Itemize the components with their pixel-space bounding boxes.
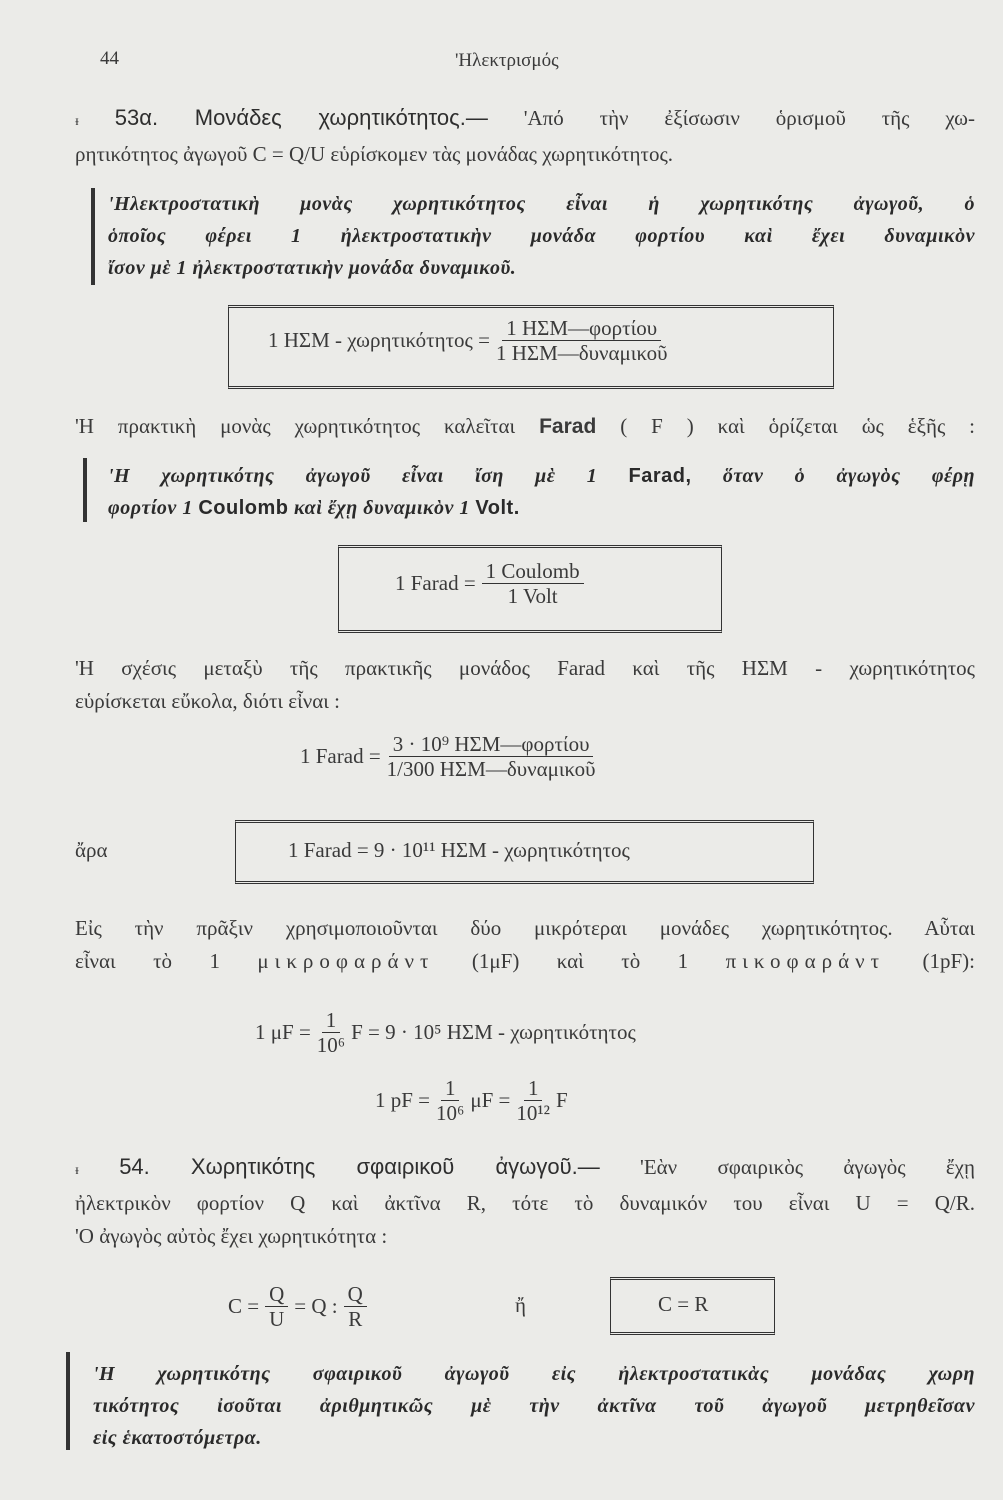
numerator: 1 xyxy=(524,1076,543,1101)
formula-lhs: 1 pF = xyxy=(375,1088,431,1112)
denominator: 1 ΗΣΜ—δυναμικοῦ xyxy=(495,341,668,365)
text: 'Η χωρητικότης ἀγωγοῦ εἶναι ἴση μὲ 1 xyxy=(108,465,598,487)
section-text: 'Εὰν σφαιρικὸς ἀγωγὸς ἔχῃ xyxy=(640,1155,975,1179)
definition-sphere xyxy=(93,1358,975,1454)
formula-rhs: F = 9 · 10⁵ ΗΣΜ - χωρητικότητος xyxy=(351,1020,636,1044)
definition-line xyxy=(108,460,975,492)
denominator: 10⁶ xyxy=(436,1101,465,1125)
margin-mark: ᵻ xyxy=(75,1163,79,1178)
paragraph-line: ἠλεκτρικὸν φορτίον Q καὶ ἀκτῖνα R, τότε τὸ δυναμικόν του εἶναι U = Q/R. xyxy=(75,1191,975,1215)
formula-microfarad xyxy=(255,1008,636,1057)
section-text: 'Από τὴν ἐξίσωσιν ὁρισμοῦ τῆς χω- xyxy=(523,106,975,130)
text: φορτίον 1 xyxy=(108,497,193,519)
definition-line: εἰς ἑκατοστόμετρα. xyxy=(93,1427,262,1449)
section-53a-heading-line xyxy=(75,101,975,138)
definition-farad xyxy=(108,460,975,524)
fraction xyxy=(344,1282,367,1331)
fraction xyxy=(265,1282,288,1331)
text: (1μF) καὶ τὸ 1 xyxy=(471,949,689,973)
or-label: ἤ xyxy=(515,1293,526,1317)
therefore-label: ἄρα xyxy=(75,838,108,862)
text: 'Η πρακτικὴ μονὰς χωρητικότητος καλεῖται xyxy=(75,414,516,438)
definition-line: 'Ηλεκτροστατικὴ μονὰς χωρητικότητος εἶναι ἡ χωρητικότης ἀγωγοῦ, ὁ xyxy=(108,193,975,215)
numerator: Q xyxy=(265,1282,288,1307)
definition-line xyxy=(108,492,975,524)
relation-paragraph xyxy=(75,652,975,718)
definition-line: 'Η χωρητικότης σφαιρικοῦ ἀγωγοῦ εἰς ἠλεκτροστατικὰς μονάδας χωρη xyxy=(93,1363,975,1385)
numerator: Q xyxy=(344,1282,367,1307)
denominator: U xyxy=(269,1307,285,1331)
formula-lhs: 1 ΗΣΜ - χωρητικότητος = xyxy=(268,328,490,352)
definition-line: τικότητος ἰσοῦται ἀριθμητικῶς μὲ τὴν ἀκτῖνα τοῦ ἀγωγοῦ μετρηθεῖσαν xyxy=(93,1395,975,1417)
paragraph-line: 'Ο ἀγωγὸς αὐτὸς ἔχει χωρητικότητα : xyxy=(75,1224,388,1248)
emphasis-bar xyxy=(83,458,87,522)
bold-term: Farad xyxy=(539,415,597,438)
running-header: 'Ηλεκτρισμός xyxy=(455,50,559,71)
formula-result: 1 Farad = 9 · 10¹¹ ΗΣΜ - χωρητικότητος xyxy=(288,838,630,862)
bold-term: Volt. xyxy=(475,497,520,519)
text: εἶναι τὸ 1 xyxy=(75,949,220,973)
formula-lhs: C = xyxy=(228,1294,260,1318)
section-54 xyxy=(75,1150,975,1253)
paragraph-line xyxy=(75,945,975,978)
text: ( F ) καὶ ὁρίζεται ὡς ἑξῆς : xyxy=(620,414,976,438)
section-title: 53α. Μονάδες χωρητικότητος.— xyxy=(114,105,488,130)
section-title: 54. Χωρητικότης σφαιρικοῦ ἀγωγοῦ.— xyxy=(119,1154,600,1179)
section-heading-line xyxy=(75,1150,975,1187)
definition-line: ἴσον μὲ 1 ἠλεκτροστατικὴν μονάδα δυναμικοῦ. xyxy=(108,257,517,279)
denominator: 10¹² xyxy=(516,1101,550,1125)
formula-esu xyxy=(268,316,673,365)
fraction xyxy=(496,316,668,365)
fraction xyxy=(516,1076,550,1125)
numerator: 3 · 10⁹ ΗΣΜ—φορτίου xyxy=(389,732,594,757)
numerator: 1 ΗΣΜ—φορτίου xyxy=(502,316,661,341)
fraction xyxy=(436,1076,464,1125)
paragraph-line: 'Η σχέσις μεταξὺ τῆς πρακτικῆς μονάδος Farad καὶ τῆς ΗΣΜ - χωρητικότητος xyxy=(75,656,975,680)
numerator: 1 xyxy=(322,1008,341,1033)
bold-term: Farad, xyxy=(628,465,692,487)
formula-mid: = Q : xyxy=(294,1294,338,1318)
formula-rhs: F xyxy=(555,1088,568,1112)
farad-intro xyxy=(75,410,975,443)
emphasis-bar xyxy=(91,188,95,285)
emphasis-bar xyxy=(66,1352,70,1450)
bold-term: Coulomb xyxy=(198,497,289,519)
denominator: 1 Volt xyxy=(507,584,558,608)
denominator: 1/300 ΗΣΜ—δυναμικοῦ xyxy=(386,757,596,781)
formula-farad-esu xyxy=(300,732,602,781)
fraction xyxy=(387,732,596,781)
definition-esu xyxy=(108,188,975,284)
spaced-term: μικροφαράντ xyxy=(257,949,435,973)
formula-boxed: C = R xyxy=(658,1292,709,1316)
fraction xyxy=(317,1008,345,1057)
formula-lhs: 1 Farad = xyxy=(300,744,381,768)
page-number: 44 xyxy=(100,48,119,69)
formula-picofarad xyxy=(375,1076,568,1125)
denominator: 10⁶ xyxy=(316,1033,346,1057)
denominator: R xyxy=(348,1307,363,1331)
formula-lhs: 1 Farad = xyxy=(395,571,476,595)
formula-farad xyxy=(395,559,590,608)
paragraph-line: εὑρίσκεται εὔκολα, διότι εἶναι : xyxy=(75,689,341,713)
text: (1pF): xyxy=(922,949,975,973)
formula-mid: μF = xyxy=(470,1088,511,1112)
text: καὶ ἔχῃ δυναμικὸν 1 xyxy=(293,497,470,519)
margin-mark: ᵻ xyxy=(75,114,79,129)
subunits-paragraph xyxy=(75,912,975,978)
fraction xyxy=(482,559,584,608)
definition-line: ὁποῖος φέρει 1 ἠλεκτροστατικὴν μονάδα φορτίου καὶ ἔχει δυναμικὸν xyxy=(108,225,975,247)
text: ὅταν ὁ ἀγωγὸς φέρῃ xyxy=(722,465,976,487)
section-53a-line2: ρητικότητος ἀγωγοῦ C = Q/U εὑρίσκομεν τὰς μονάδας χωρητικότητος. xyxy=(75,142,674,166)
numerator: 1 xyxy=(441,1076,460,1101)
formula-lhs: 1 μF = xyxy=(255,1020,311,1044)
formula-sphere xyxy=(228,1282,373,1331)
numerator: 1 Coulomb xyxy=(482,559,584,584)
paragraph-line: Εἰς τὴν πρᾶξιν χρησιμοποιοῦνται δύο μικρότεραι μονάδες χωρητικότητος. Αὗται xyxy=(75,916,975,940)
spaced-term: πικοφαράντ xyxy=(725,949,886,973)
